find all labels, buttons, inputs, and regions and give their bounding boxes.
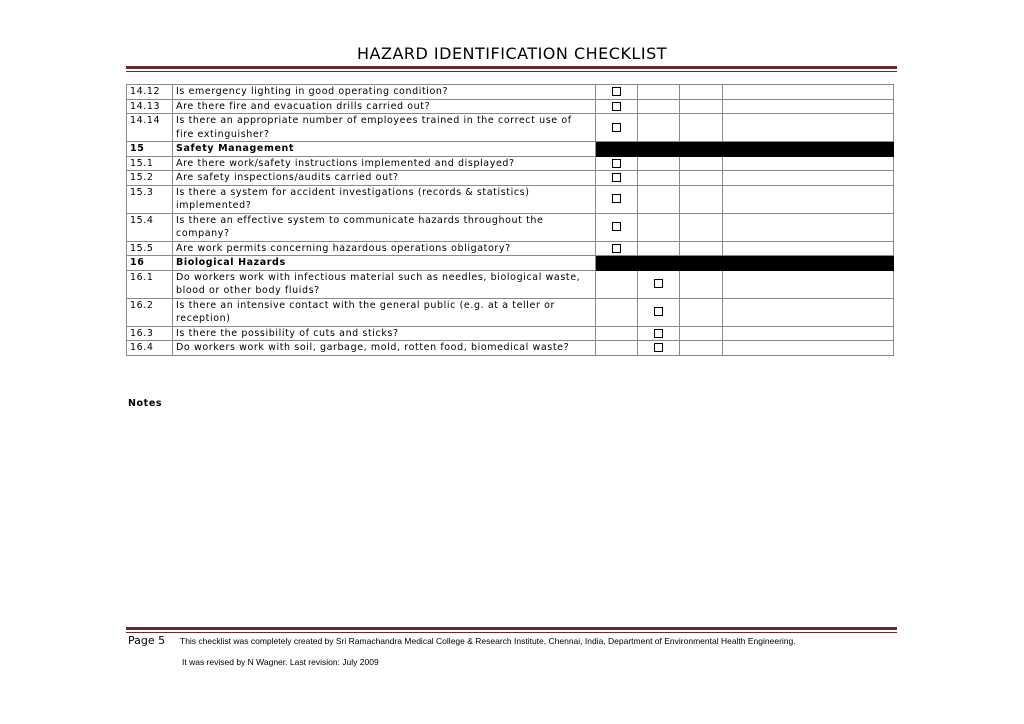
checkbox-icon[interactable] <box>612 102 621 111</box>
answer-cell <box>680 185 723 213</box>
checkbox-icon[interactable] <box>612 159 621 168</box>
checklist-row <box>127 213 894 241</box>
item-number: 16.2 <box>127 298 173 326</box>
checklist-row <box>127 185 894 213</box>
checkbox-icon[interactable] <box>612 244 621 253</box>
answer-cell <box>638 185 680 213</box>
checklist-row <box>127 270 894 298</box>
item-number: 16.4 <box>127 341 173 356</box>
item-question: Is there an intensive contact with the general public (e.g. at a teller or reception) <box>173 298 596 326</box>
checkbox-cell <box>596 85 638 100</box>
answer-cell <box>680 298 723 326</box>
answer-cell <box>680 270 723 298</box>
item-question: Are there fire and evacuation drills carried out? <box>173 99 596 114</box>
item-question: Is there an appropriate number of employees trained in the correct use of fire extinguisher? <box>173 114 596 142</box>
item-number: 15.4 <box>127 213 173 241</box>
comment-cell <box>723 114 894 142</box>
checkbox-icon[interactable] <box>654 279 663 288</box>
comment-cell <box>723 326 894 341</box>
footer-revision: It was revised by N Wagner. Last revision: July 2009 <box>182 657 379 667</box>
item-question: Is there an effective system to communicate hazards throughout the company? <box>173 213 596 241</box>
comment-cell <box>723 298 894 326</box>
answer-cell <box>596 341 638 356</box>
answer-cell <box>680 85 723 100</box>
checklist-row <box>127 99 894 114</box>
checkbox-cell <box>596 114 638 142</box>
answer-cell <box>680 114 723 142</box>
page-title: HAZARD IDENTIFICATION CHECKLIST <box>357 44 667 63</box>
section-title: Safety Management <box>173 142 596 157</box>
checklist-table <box>126 84 894 356</box>
answer-cell <box>638 241 680 256</box>
answer-cell <box>596 270 638 298</box>
answer-cell <box>638 171 680 186</box>
item-question: Is there the possibility of cuts and sticks? <box>173 326 596 341</box>
item-question: Do workers work with infectious material such as needles, biological waste, blood or other body fluids? <box>173 270 596 298</box>
item-number: 16 <box>127 256 173 271</box>
answer-cell <box>680 156 723 171</box>
checkbox-icon[interactable] <box>654 307 663 316</box>
checklist-row <box>127 156 894 171</box>
comment-cell <box>723 213 894 241</box>
comment-cell <box>723 99 894 114</box>
checkbox-cell <box>596 99 638 114</box>
checklist-row <box>127 171 894 186</box>
answer-cell <box>680 213 723 241</box>
checkbox-icon[interactable] <box>654 329 663 338</box>
answer-cell <box>680 241 723 256</box>
section-header-shading <box>596 256 638 271</box>
checklist-row <box>127 85 894 100</box>
item-question: Do workers work with soil, garbage, mold, rotten food, biomedical waste? <box>173 341 596 356</box>
item-question: Is there a system for accident investigations (records & statistics) implemented? <box>173 185 596 213</box>
checkbox-cell <box>596 171 638 186</box>
item-number: 15 <box>127 142 173 157</box>
checkbox-cell <box>596 213 638 241</box>
section-header-row <box>127 256 894 271</box>
answer-cell <box>680 99 723 114</box>
checkbox-icon[interactable] <box>612 87 621 96</box>
checklist-row <box>127 326 894 341</box>
checklist-row <box>127 341 894 356</box>
checkbox-icon[interactable] <box>654 343 663 352</box>
section-header-row <box>127 142 894 157</box>
comment-cell <box>723 241 894 256</box>
page-number: Page 5 <box>128 634 166 647</box>
section-header-shading <box>680 142 723 157</box>
section-header-shading <box>596 142 638 157</box>
checkbox-cell <box>638 341 680 356</box>
item-number: 14.12 <box>127 85 173 100</box>
item-question: Are safety inspections/audits carried out? <box>173 171 596 186</box>
answer-cell <box>638 85 680 100</box>
item-question: Are there work/safety instructions implemented and displayed? <box>173 156 596 171</box>
checklist-row <box>127 298 894 326</box>
checkbox-cell <box>638 270 680 298</box>
answer-cell <box>638 213 680 241</box>
footer-credit: This checklist was completely created by Sri Ramachandra Medical College & Research Institute, Chennai, India, Department of Environmental Health Engineering. <box>180 636 796 646</box>
comment-cell <box>723 171 894 186</box>
answer-cell <box>680 171 723 186</box>
answer-cell <box>680 326 723 341</box>
answer-cell <box>596 298 638 326</box>
item-number: 15.1 <box>127 156 173 171</box>
section-header-shading <box>680 256 723 271</box>
item-number: 15.3 <box>127 185 173 213</box>
comment-cell <box>723 156 894 171</box>
item-question: Are work permits concerning hazardous operations obligatory? <box>173 241 596 256</box>
item-number: 15.2 <box>127 171 173 186</box>
section-header-shading <box>638 142 680 157</box>
answer-cell <box>680 341 723 356</box>
footer-rule <box>126 627 897 633</box>
answer-cell <box>638 99 680 114</box>
answer-cell <box>638 156 680 171</box>
checkbox-icon[interactable] <box>612 194 621 203</box>
item-number: 14.13 <box>127 99 173 114</box>
title-rule <box>126 66 897 72</box>
section-header-shading <box>638 256 680 271</box>
notes-label: Notes <box>128 398 163 409</box>
checkbox-icon[interactable] <box>612 173 621 182</box>
item-question: Is emergency lighting in good operating condition? <box>173 85 596 100</box>
checkbox-cell <box>638 326 680 341</box>
section-header-shading <box>723 142 894 157</box>
item-number: 16.3 <box>127 326 173 341</box>
section-title: Biological Hazards <box>173 256 596 271</box>
checkbox-cell <box>596 156 638 171</box>
answer-cell <box>638 114 680 142</box>
answer-cell <box>596 326 638 341</box>
section-header-shading <box>723 256 894 271</box>
checkbox-cell <box>596 241 638 256</box>
item-number: 15.5 <box>127 241 173 256</box>
checkbox-icon[interactable] <box>612 222 621 231</box>
checklist-row <box>127 114 894 142</box>
checkbox-cell <box>596 185 638 213</box>
comment-cell <box>723 85 894 100</box>
checkbox-cell <box>638 298 680 326</box>
item-number: 14.14 <box>127 114 173 142</box>
checkbox-icon[interactable] <box>612 123 621 132</box>
comment-cell <box>723 185 894 213</box>
checklist-row <box>127 241 894 256</box>
item-number: 16.1 <box>127 270 173 298</box>
comment-cell <box>723 270 894 298</box>
comment-cell <box>723 341 894 356</box>
